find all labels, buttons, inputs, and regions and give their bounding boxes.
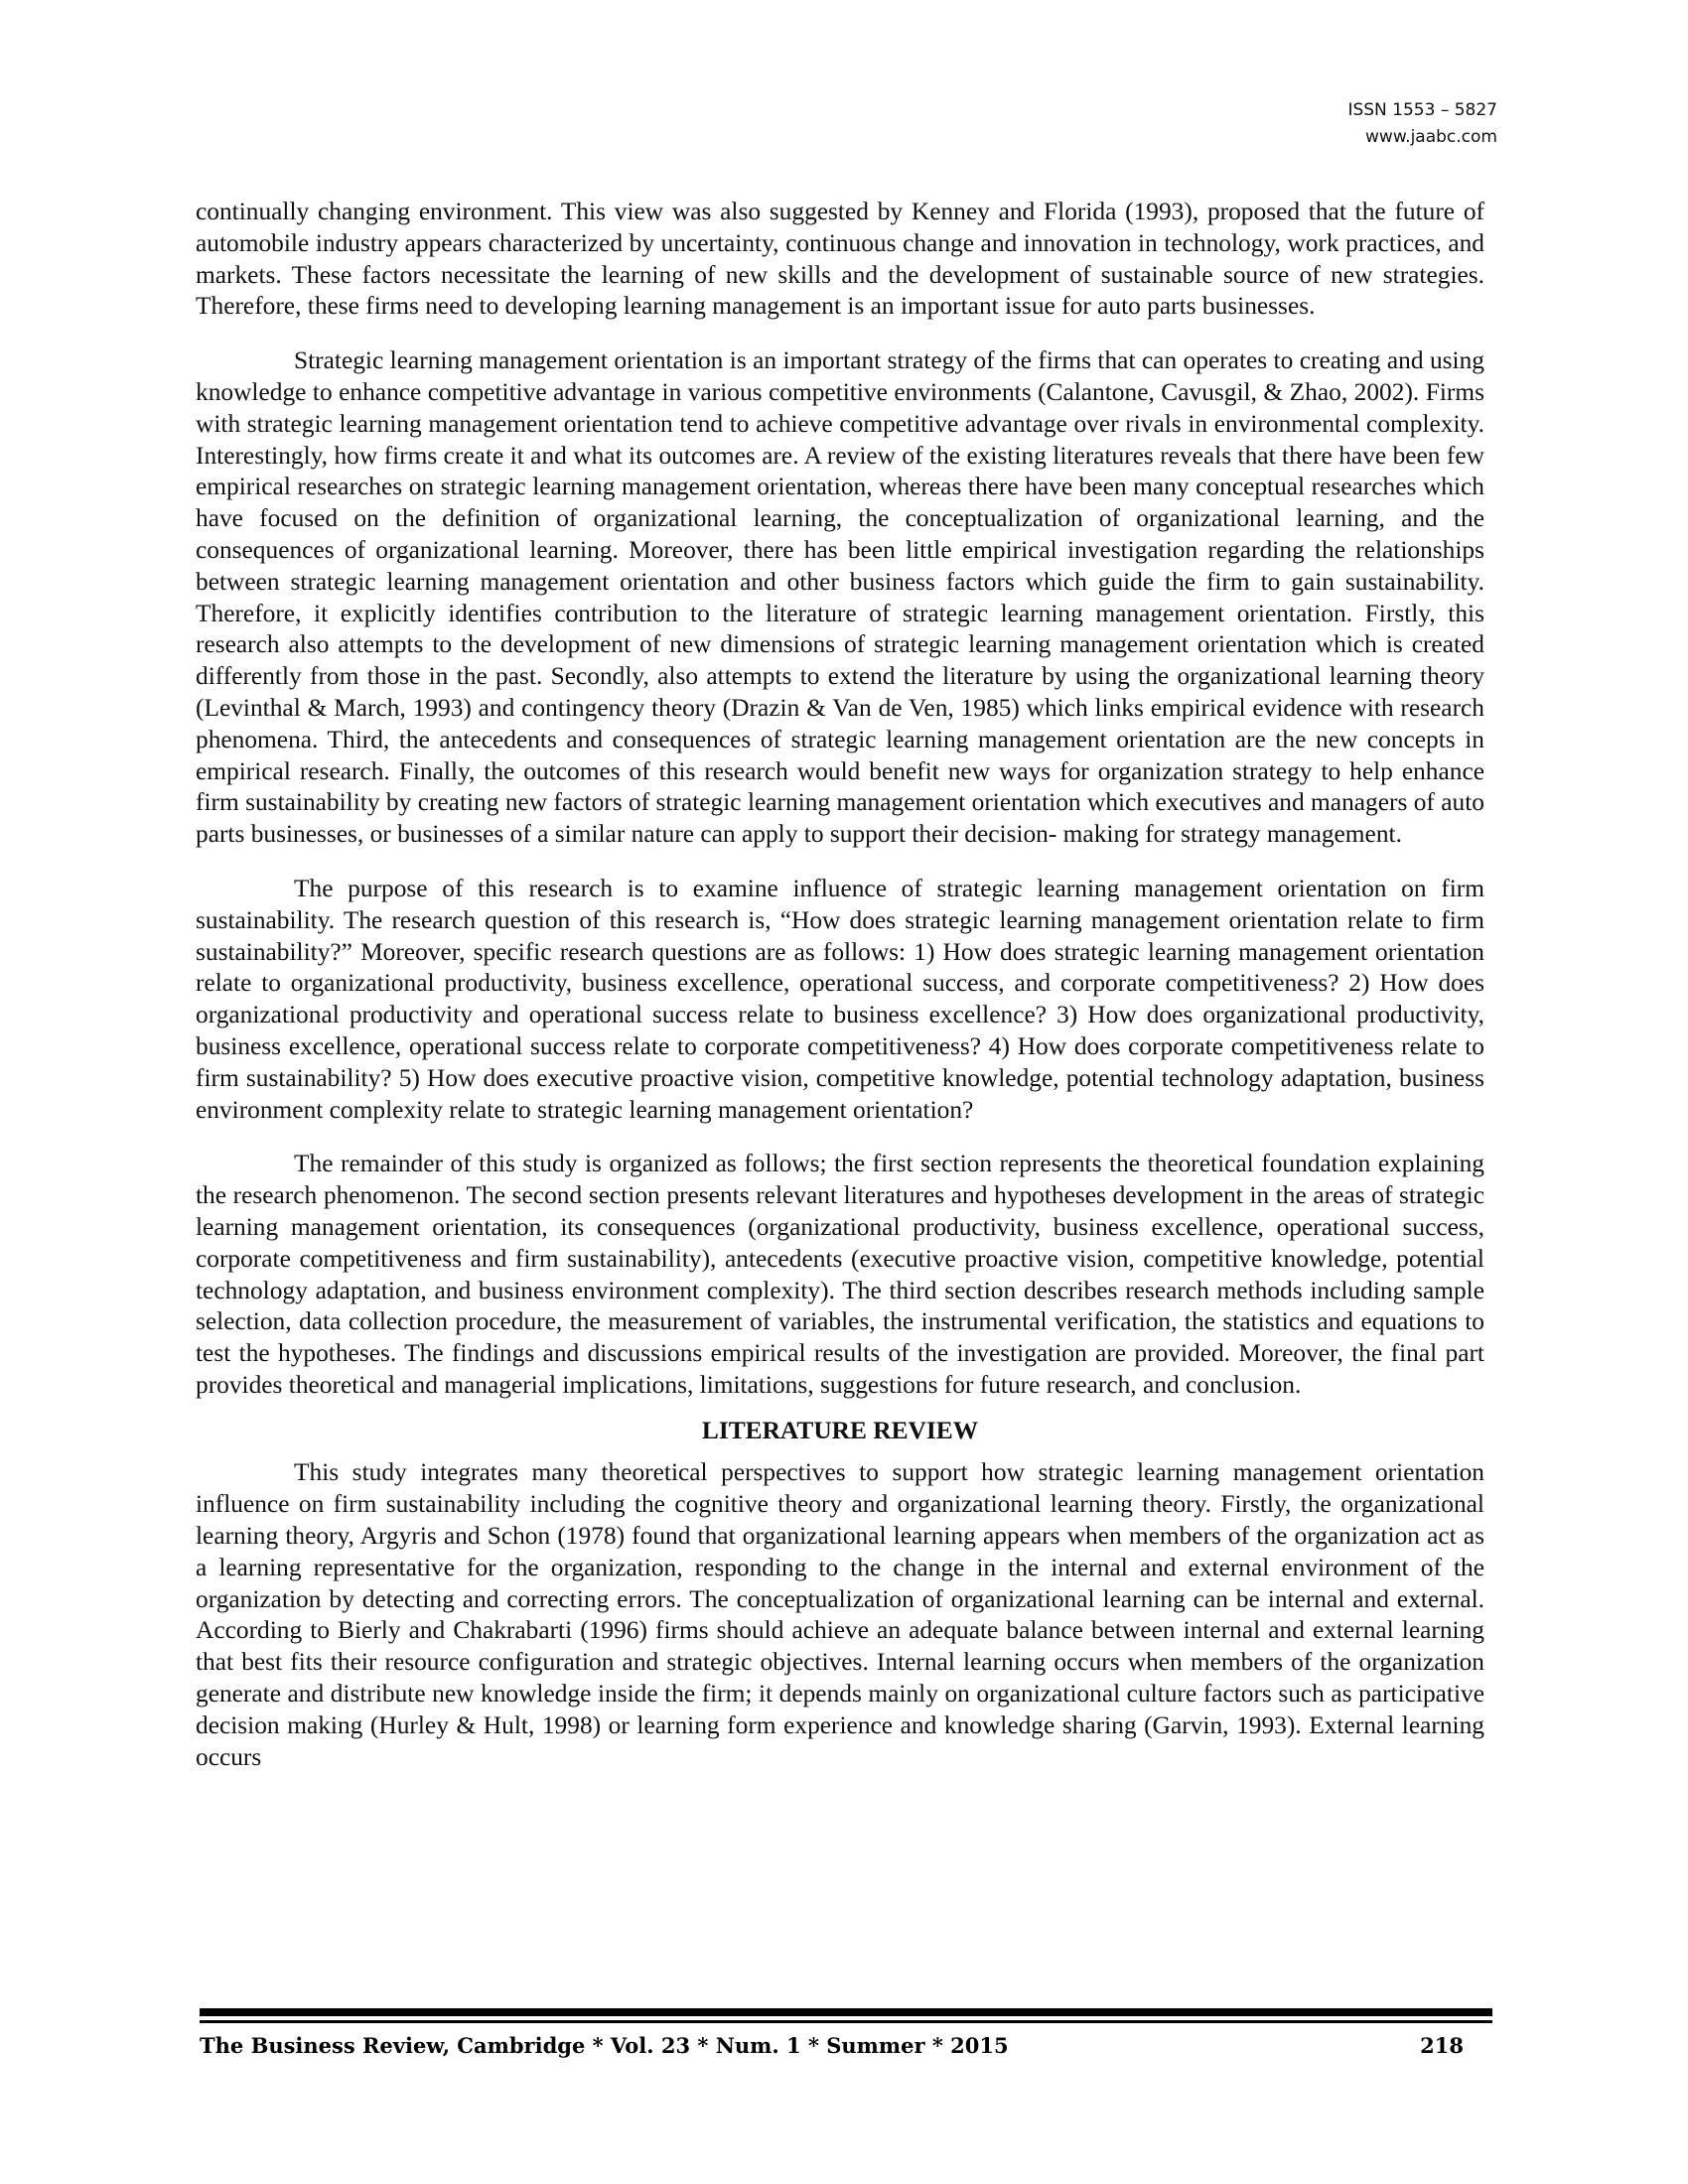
paragraph-literature-review: This study integrates many theoretical perspectives to support how strategic learning management orientation influence on firm sustainability including the cognitive theory and organizational learning theory. Firstly, the organizational learning theory, Argyris and Schon (1978) found that organizational learning appears when members of the organization act as a learning representative for the organization, responding to the change in the internal and external environment of the organization by detecting and correcting errors. The conceptualization of organizational learning can be internal and external. According to Bierly and Chakrabarti (1996) firms should achieve an adequate balance between internal and external learning that best fits their resource configuration and strategic objectives. Internal learning occurs when members of the organization generate and distribute new knowledge inside the firm; it depends mainly on organizational culture factors such as participative decision making (Hurley & Hult, 1998) or learning form experience and knowledge sharing (Garvin, 1993). External learning occurs [196,1458,1484,1771]
section-heading: LITERATURE REVIEW [701,1416,979,1444]
running-footer [200,2033,1464,2065]
issn-label: ISSN 1553 – 5827 [1347,100,1497,120]
paragraph-remainder: The remainder of this study is organized as follows; the first section represents the theoretical foundation explaining the research phenomenon. The second section presents relevant literatures and hypotheses development in the areas of strategic learning management orientation, its consequences (organizational productivity, business excellence, operational success, corporate competitiveness and firm sustainability), antecedents (executive proactive vision, competitive knowledge, potential technology adaptation, and business environment complexity). The third section describes research methods including sample selection, data collection procedure, the measurement of variables, the instrumental verification, the statistics and equations to test the hypotheses. The findings and discussions empirical results of the investigation are provided. Moreover, the final part provides theoretical and managerial implications, limitations, suggestions for future research, and conclusion. [196,1150,1484,1399]
journal-citation: The Business Review, Cambridge * Vol. 23 * Num. 1 * Summer * 2015 [200,2033,1009,2058]
paragraph-purpose: The purpose of this research is to examine influence of strategic learning management orientation on firm sustainability. The research question of this research is, “How does strategic learning management orientation relate to firm sustainability?” Moreover, specific research questions are as follows: 1) How does strategic learning management orientation relate to organizational productivity, business excellence, operational success, and corporate competitiveness? 2) How does organizational productivity and operational success relate to business excellence? 3) How does organizational productivity, business excellence, operational success relate to corporate competitiveness? 4) How does corporate competitiveness relate to firm sustainability? 5) How does executive proactive vision, competitive knowledge, potential technology adaptation, business environment complexity relate to strategic learning management orientation? [196,874,1484,1124]
website-label: www.jaabc.com [1365,127,1497,147]
article-body [196,197,1484,1773]
paragraph-continued: continually changing environment. This view was also suggested by Kenney and Florida (1993), proposed that the future of automobile industry appears characterized by uncertainty, continuous change and innovation in technology, work practices, and markets. These factors necessitate the learning of new skills and the development of sustainable source of new strategies. Therefore, these firms need to developing learning management is an important issue for auto parts businesses. [196,198,1484,321]
running-header [1347,97,1497,151]
page-number: 218 [1420,2033,1464,2058]
footer-rule-thin [200,2020,1492,2023]
paragraph-strategic-learning: Strategic learning management orientation is an important strategy of the firms that can operates to creating and using knowledge to enhance competitive advantage in various competitive environments (Calantone, Cavusgil, & Zhao, 2002). Firms with strategic learning management orientation tend to achieve competitive advantage over rivals in environmental complexity. Interestingly, how firms create it and what its outcomes are. A review of the existing literatures reveals that there have been few empirical researches on strategic learning management orientation, whereas there have been many conceptual researches which have focused on the definition of organizational learning, the conceptualization of organizational learning, and the consequences of organizational learning. Moreover, there has been little empirical investigation regarding the relationships between strategic learning management orientation and other business factors which guide the firm to gain sustainability. Therefore, it explicitly identifies contribution to the literature of strategic learning management orientation. Firstly, this research also attempts to the development of new dimensions of strategic learning management orientation which is created differently from those in the past. Secondly, also attempts to extend the literature by using the organizational learning theory (Levinthal & March, 1993) and contingency theory (Drazin & Van de Ven, 1985) which links empirical evidence with research phenomena. Third, the antecedents and consequences of strategic learning management orientation are the new concepts in empirical research. Finally, the outcomes of this research would benefit new ways for organization strategy to help enhance firm sustainability by creating new factors of strategic learning management orientation which executives and managers of auto parts businesses, or businesses of a similar nature can apply to support their decision- making for strategy management. [196,346,1484,849]
footer-rule-thick [200,2008,1492,2016]
